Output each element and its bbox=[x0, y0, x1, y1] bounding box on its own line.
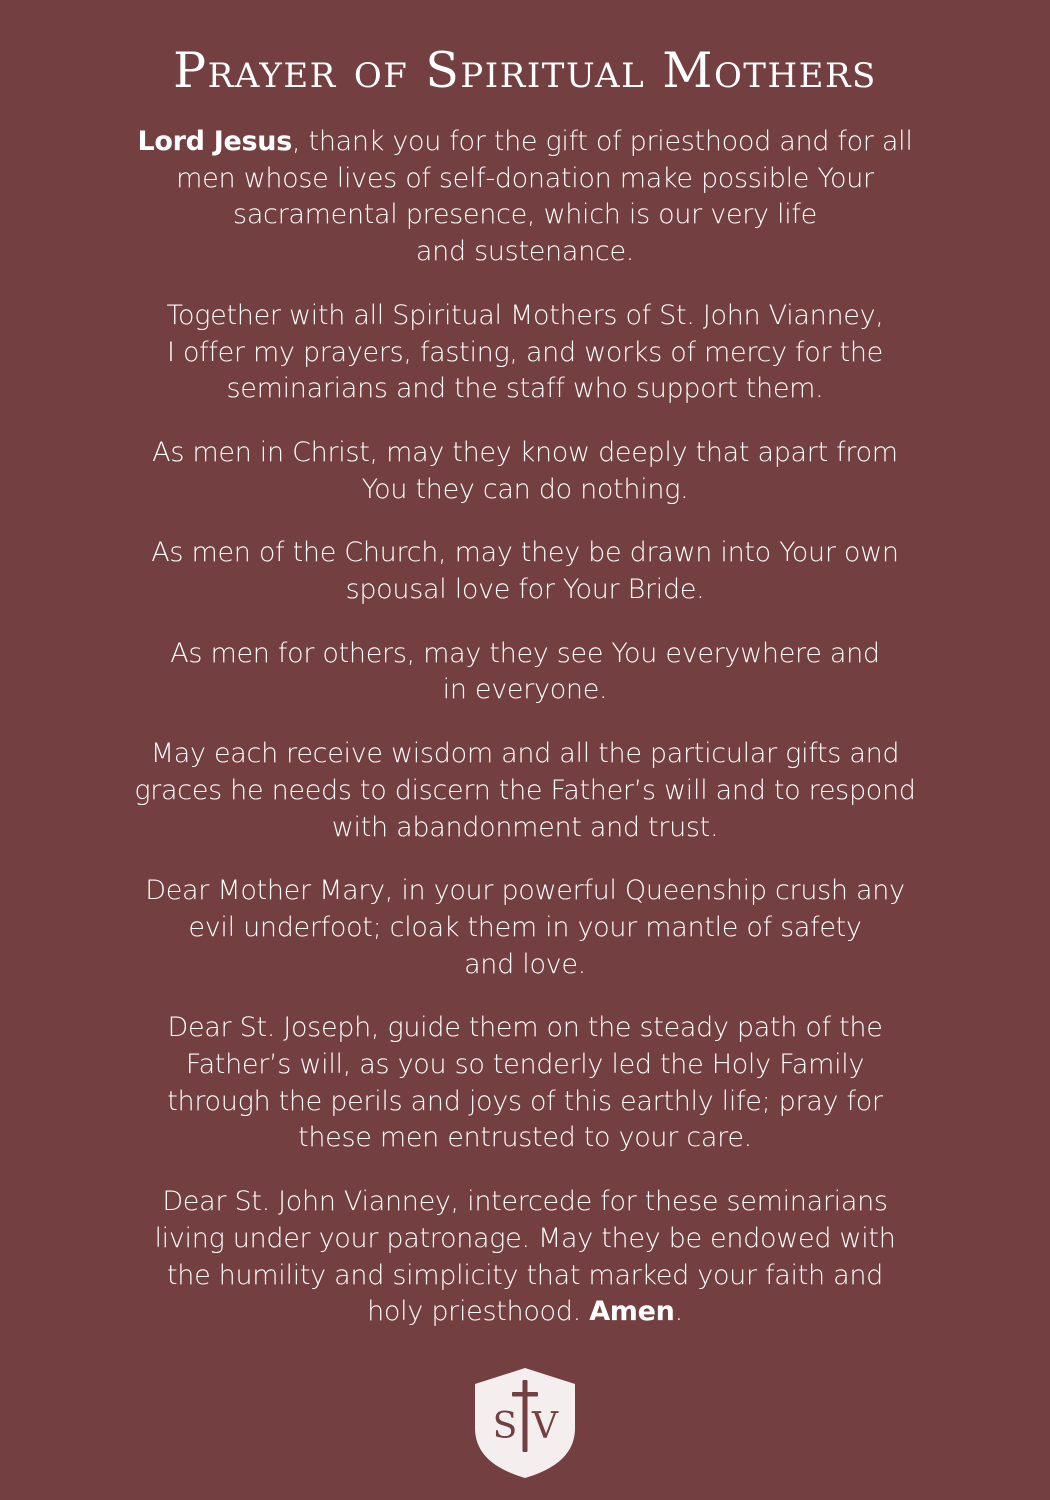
monogram-v: V bbox=[532, 1406, 558, 1447]
line: holy priesthood. bbox=[367, 1296, 590, 1328]
line: Father’s will, as you so tenderly led the Holy Family bbox=[185, 1049, 865, 1081]
bold-lead: Lord Jesus bbox=[137, 126, 292, 157]
line: Together with all Spiritual Mothers of St. John Vianney, bbox=[166, 299, 884, 331]
line: sacramental presence, which is our very life bbox=[233, 199, 817, 231]
prayer-text bbox=[70, 124, 980, 1358]
line: You they can do nothing. bbox=[361, 473, 689, 505]
paragraph-3 bbox=[70, 435, 980, 508]
line: As men of the Church, may they be drawn into Your own bbox=[151, 537, 899, 569]
line: I offer my prayers, fasting, and works of mercy for the bbox=[167, 336, 883, 368]
line: and love. bbox=[464, 948, 586, 980]
paragraph-1 bbox=[70, 124, 980, 271]
line: with abandonment and trust. bbox=[331, 811, 719, 843]
line: through the perils and joys of this earthly life; pray for bbox=[167, 1085, 883, 1117]
line: the humility and simplicity that marked your faith and bbox=[166, 1259, 884, 1291]
line: and sustenance. bbox=[415, 236, 635, 268]
page-title: Prayer of Spiritual Mothers bbox=[173, 42, 877, 99]
line: graces he needs to discern the Father’s will and to respond bbox=[134, 774, 916, 806]
amen: Amen bbox=[589, 1296, 675, 1328]
final-punctuation: . bbox=[674, 1296, 683, 1328]
line: Dear St. Joseph, guide them on the steady path of the bbox=[167, 1012, 883, 1044]
line: seminarians and the staff who support them. bbox=[226, 373, 824, 405]
line: spousal love for Your Bride. bbox=[345, 574, 705, 606]
line: As men for others, may they see You everywhere and bbox=[170, 637, 880, 669]
line: evil underfoot; cloak them in your mantle of safety bbox=[188, 911, 862, 943]
sjv-shield-logo bbox=[472, 1366, 578, 1480]
line: living under your patronage. May they be endowed with bbox=[154, 1222, 896, 1254]
line: Dear Mother Mary, in your powerful Queenship crush any bbox=[145, 875, 905, 907]
monogram-s: S bbox=[492, 1406, 518, 1447]
paragraph-9 bbox=[70, 1184, 980, 1331]
paragraph-5 bbox=[70, 636, 980, 709]
paragraph-2 bbox=[70, 298, 980, 408]
paragraph-8 bbox=[70, 1010, 980, 1157]
paragraph-6 bbox=[70, 736, 980, 846]
line: these men entrusted to your care. bbox=[298, 1122, 752, 1154]
paragraph-4 bbox=[70, 535, 980, 608]
paragraph-7 bbox=[70, 873, 980, 983]
line: May each receive wisdom and all the particular gifts and bbox=[150, 738, 900, 770]
line: Dear St. John Vianney, intercede for these seminarians bbox=[162, 1186, 888, 1218]
line: in everyone. bbox=[442, 674, 608, 706]
line: , thank you for the gift of priesthood and for all bbox=[291, 126, 913, 157]
line: men whose lives of self-donation make possible Your bbox=[176, 162, 874, 194]
line: As men in Christ, may they know deeply that apart from bbox=[152, 436, 898, 468]
